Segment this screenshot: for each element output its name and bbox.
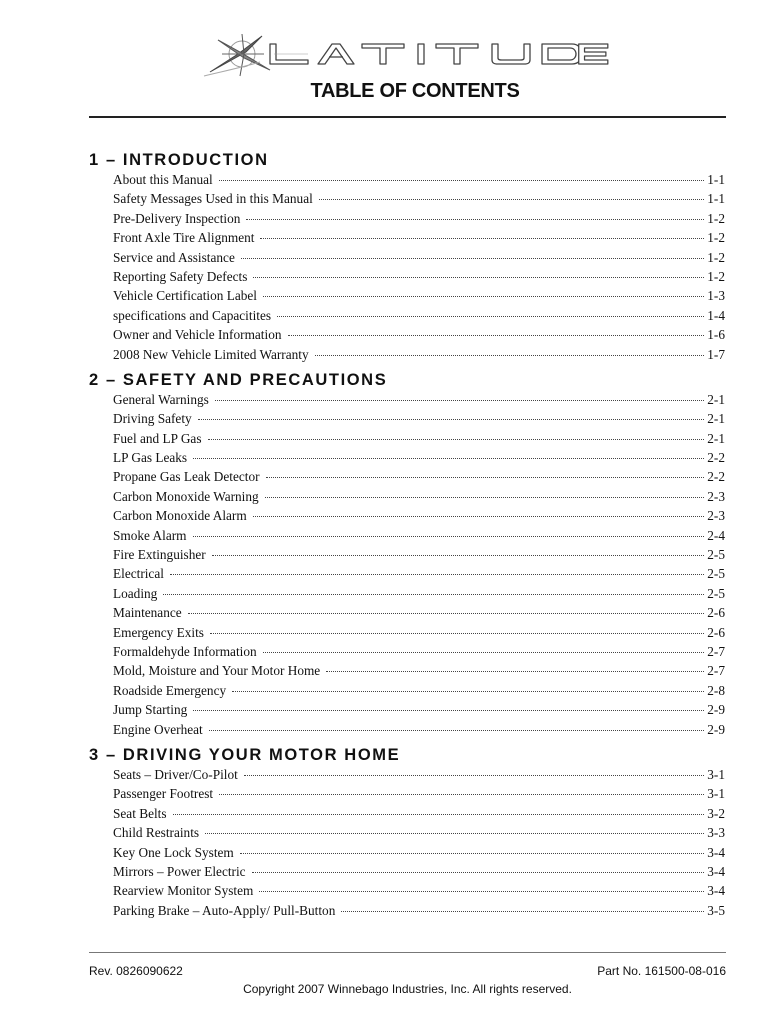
toc-entry-label: Seats – Driver/Co-Pilot <box>113 766 238 782</box>
dot-leader <box>288 335 705 336</box>
toc-entry[interactable] <box>113 644 725 663</box>
toc-entry[interactable] <box>113 702 725 721</box>
toc-entry-page: 2-2 <box>707 469 725 485</box>
toc-entry[interactable] <box>113 528 725 547</box>
toc-entry-page: 1-1 <box>707 191 725 207</box>
dot-leader <box>205 833 704 834</box>
toc-entry-page: 1-2 <box>707 249 725 265</box>
toc-entry[interactable] <box>113 450 725 469</box>
toc-section <box>0 368 770 741</box>
dot-leader <box>232 691 704 692</box>
toc-entry-label: Safety Messages Used in this Manual <box>113 191 313 207</box>
toc-entry-label: Smoke Alarm <box>113 527 187 543</box>
toc-entry-label: General Warnings <box>113 391 209 407</box>
dot-leader <box>193 536 705 537</box>
toc-entry[interactable] <box>113 211 725 230</box>
toc-section <box>0 148 770 366</box>
toc-entry-page: 2-5 <box>707 547 725 563</box>
toc-entry[interactable] <box>113 392 725 411</box>
toc-entry-label: Mold, Moisture and Your Motor Home <box>113 663 321 679</box>
toc-entry-list <box>0 392 725 741</box>
toc-entry-page: 2-2 <box>707 450 725 466</box>
latitude-logo <box>200 32 610 80</box>
toc-entry-page: 3-5 <box>707 902 725 918</box>
toc-entry[interactable] <box>113 605 725 624</box>
toc-entry[interactable] <box>113 767 725 786</box>
toc-entry[interactable] <box>113 288 725 307</box>
toc-entry[interactable] <box>113 825 725 844</box>
toc-entry-label: Fuel and LP Gas <box>113 430 202 446</box>
copyright-notice: Copyright 2007 Winnebago Industries, Inc. All rights reserved. <box>243 982 572 996</box>
dot-leader <box>315 355 705 356</box>
toc-entry[interactable] <box>113 864 725 883</box>
toc-entry-label: Front Axle Tire Alignment <box>113 230 255 246</box>
toc-entry-page: 2-1 <box>707 430 725 446</box>
dot-leader <box>253 516 705 517</box>
toc-entry[interactable] <box>113 845 725 864</box>
toc-entry-label: Key One Lock System <box>113 844 234 860</box>
title-divider <box>89 116 726 118</box>
toc-entry-page: 3-1 <box>707 786 725 802</box>
dot-leader <box>263 652 705 653</box>
toc-entry[interactable] <box>113 625 725 644</box>
toc-entry[interactable] <box>113 786 725 805</box>
latitude-logo-graphic <box>200 32 610 80</box>
toc-entry-label: About this Manual <box>113 172 213 187</box>
toc-entry-page: 2-5 <box>707 566 725 582</box>
toc-entry[interactable] <box>113 327 725 346</box>
toc-entry-label: Seat Belts <box>113 805 167 821</box>
toc-entry-page: 1-2 <box>707 210 725 226</box>
toc-entry-page: 2-3 <box>707 488 725 504</box>
toc-entry-page: 2-7 <box>707 643 725 659</box>
toc-entry[interactable] <box>113 347 725 366</box>
section-heading: 3 – DRIVING YOUR MOTOR HOME <box>89 745 401 764</box>
toc-entry[interactable] <box>113 269 725 288</box>
toc-entry-page: 2-3 <box>707 508 725 524</box>
dot-leader <box>252 872 705 873</box>
toc-entry-label: Electrical <box>113 566 164 582</box>
toc-entry-page: 3-1 <box>707 766 725 782</box>
dot-leader <box>210 633 704 634</box>
toc-entry-label: 2008 New Vehicle Limited Warranty <box>113 346 309 362</box>
dot-leader <box>208 439 705 440</box>
toc-entry-label: Rearview Monitor System <box>113 883 254 899</box>
dot-leader <box>319 199 704 200</box>
toc-entry[interactable] <box>113 663 725 682</box>
toc-entry-page: 2-7 <box>707 663 725 679</box>
toc-entry-label: Propane Gas Leak Detector <box>113 469 260 485</box>
dot-leader <box>266 477 705 478</box>
toc-entry[interactable] <box>113 431 725 450</box>
dot-leader <box>188 613 705 614</box>
toc-entry-page: 3-4 <box>707 883 725 899</box>
toc-entry-label: Carbon Monoxide Alarm <box>113 508 247 524</box>
toc-entry-list <box>0 767 725 922</box>
toc-entry-label: Emergency Exits <box>113 624 204 640</box>
toc-entry-page: 1-2 <box>707 268 725 284</box>
toc-entry-label: Service and Assistance <box>113 249 235 265</box>
toc-entry[interactable] <box>113 469 725 488</box>
toc-entry-label: Reporting Safety Defects <box>113 268 248 284</box>
toc-entry[interactable] <box>113 722 725 741</box>
dot-leader <box>170 574 704 575</box>
toc-entry[interactable] <box>113 411 725 430</box>
toc-entry[interactable] <box>113 308 725 327</box>
toc-entry-page: 2-1 <box>707 391 725 407</box>
toc-entry-page: 1-4 <box>707 307 725 323</box>
toc-entry-page: 1-6 <box>707 327 725 343</box>
toc-entry-label: Mirrors – Power Electric <box>113 863 246 879</box>
dot-leader <box>240 853 705 854</box>
toc-entry-page: 1-7 <box>707 346 725 362</box>
toc-entry-label: Loading <box>113 585 158 601</box>
part-number: Part No. 161500-08-016 <box>597 964 726 978</box>
toc-entry-label: Pre-Delivery Inspection <box>113 210 241 226</box>
table-of-contents <box>0 146 770 922</box>
dot-leader <box>260 238 704 239</box>
footer-divider <box>89 952 726 953</box>
toc-entry-page: 3-2 <box>707 805 725 821</box>
toc-entry-label: Engine Overheat <box>113 721 203 737</box>
dot-leader <box>193 458 704 459</box>
dot-leader <box>244 775 704 776</box>
dot-leader <box>219 794 704 795</box>
dot-leader <box>241 258 704 259</box>
toc-entry[interactable] <box>113 903 725 922</box>
dot-leader <box>263 296 704 297</box>
toc-entry-label: Owner and Vehicle Information <box>113 327 282 343</box>
dot-leader <box>173 814 705 815</box>
toc-entry-label: Formaldehyde Information <box>113 643 257 659</box>
toc-entry[interactable] <box>113 547 725 566</box>
toc-entry[interactable] <box>113 191 725 210</box>
dot-leader <box>198 419 705 420</box>
toc-entry[interactable] <box>113 883 725 902</box>
dot-leader <box>253 277 704 278</box>
toc-entry[interactable] <box>113 566 725 585</box>
toc-entry-page: 3-4 <box>707 863 725 879</box>
dot-leader <box>209 730 705 731</box>
dot-leader <box>277 316 704 317</box>
toc-entry[interactable] <box>113 586 725 605</box>
toc-entry-page: 1-3 <box>707 288 725 304</box>
toc-entry[interactable] <box>113 230 725 249</box>
toc-entry-page: 2-4 <box>707 527 725 543</box>
toc-entry-label: Driving Safety <box>113 411 192 427</box>
dot-leader <box>341 911 704 912</box>
toc-entry-label: Passenger Footrest <box>113 786 214 802</box>
toc-entry[interactable] <box>113 250 725 269</box>
toc-entry-list <box>0 172 725 366</box>
revision-number: Rev. 0826090622 <box>89 964 183 978</box>
toc-entry-label: Fire Extinguisher <box>113 547 206 563</box>
wordmark-letters <box>270 44 608 64</box>
toc-entry-label: Maintenance <box>113 605 182 621</box>
dot-leader <box>219 180 705 181</box>
dot-leader <box>193 710 704 711</box>
dot-leader <box>259 891 704 892</box>
dot-leader <box>326 671 704 672</box>
toc-section <box>0 743 770 922</box>
toc-entry-page: 3-3 <box>707 825 725 841</box>
toc-entry[interactable] <box>113 683 725 702</box>
dot-leader <box>265 497 705 498</box>
toc-entry-page: 1-2 <box>707 230 725 246</box>
toc-entry-page: 3-4 <box>707 844 725 860</box>
toc-entry-label: specifications and Capacitites <box>113 307 272 323</box>
toc-entry[interactable] <box>113 172 725 191</box>
toc-entry[interactable] <box>113 489 725 508</box>
toc-entry-page: 2-6 <box>707 605 725 621</box>
toc-entry-page: 2-6 <box>707 624 725 640</box>
page-title: TABLE OF CONTENTS <box>310 80 520 102</box>
dot-leader <box>163 594 704 595</box>
toc-entry-label: LP Gas Leaks <box>113 450 188 466</box>
dot-leader <box>246 219 704 220</box>
section-heading: 2 – SAFETY AND PRECAUTIONS <box>89 370 388 389</box>
dot-leader <box>215 400 704 401</box>
toc-entry-page: 2-9 <box>707 721 725 737</box>
toc-entry-page: 1-1 <box>707 172 725 187</box>
toc-entry-label: Child Restraints <box>113 825 200 841</box>
toc-entry-page: 2-5 <box>707 585 725 601</box>
toc-entry-page: 2-8 <box>707 682 725 698</box>
toc-entry[interactable] <box>113 806 725 825</box>
section-heading: 1 – INTRODUCTION <box>89 151 269 169</box>
toc-entry-page: 2-9 <box>707 702 725 718</box>
toc-entry-label: Parking Brake – Auto-Apply/ Pull-Button <box>113 902 336 918</box>
compass-star-icon <box>204 34 270 76</box>
toc-entry-page: 2-1 <box>707 411 725 427</box>
toc-entry-label: Roadside Emergency <box>113 682 227 698</box>
toc-entry[interactable] <box>113 508 725 527</box>
dot-leader <box>212 555 705 556</box>
toc-entry-label: Jump Starting <box>113 702 188 718</box>
toc-entry-label: Carbon Monoxide Warning <box>113 488 259 504</box>
toc-entry-label: Vehicle Certification Label <box>113 288 257 304</box>
